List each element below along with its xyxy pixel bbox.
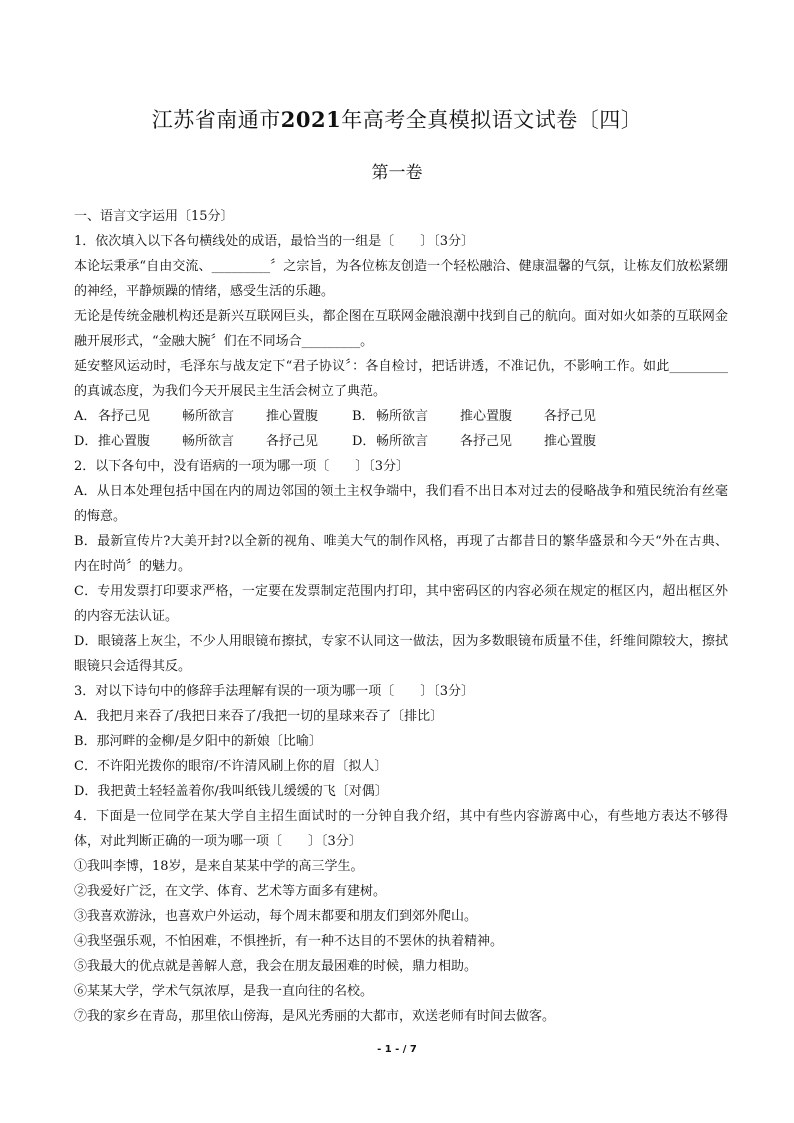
q3-option-a: A．我把月来吞了/我把日来吞了/我把一切的星球来吞了〔排比〕 <box>74 709 444 724</box>
title-prefix: 江苏省南通市 <box>151 108 281 132</box>
q1-sentence-3: 延安整风运动时，毛泽东与战友定下“君子协议〞：各自检讨，把话讲透，不准记仇，不影响工作。如此_________的真诚态度，为我们今天开展民主生活会树立了典范。 <box>74 359 728 399</box>
section-heading: 一、语言文字运用〔15分〕 <box>74 209 234 224</box>
q4-item: ⑥某某大学，学术气氛浓厚，是我一直向往的名校。 <box>74 984 374 999</box>
option-label: A． <box>74 409 97 424</box>
option-label: D． <box>74 434 98 449</box>
q3-option-c: C．不许阳光拨你的眼帘/不许清风刷上你的眉〔拟人〕 <box>74 759 388 774</box>
title-year: 2021 <box>280 107 342 132</box>
option-word: 推心置腹 <box>460 409 513 424</box>
q2-option-c: C．专用发票打印要求严格，一定要在发票制定范围内打印，其中密码区的内容必须在规定的框区内，超出框区外的内容无法认证。 <box>74 584 728 624</box>
option-word: 各抒己见 <box>98 409 151 424</box>
q4-item: ④我坚强乐观，不怕困难，不惧挫折，有一种不达目的不罢休的执着精神。 <box>74 934 504 949</box>
option-word: 推心置腹 <box>98 434 151 449</box>
volume-title: 第一卷 <box>371 163 423 183</box>
q4-item: ⑦我的家乡在青岛，那里依山傍海，是风光秀丽的大都市，欢送老师有时间去做客。 <box>74 1009 556 1024</box>
option-word: 各抒己见 <box>544 409 597 424</box>
q1-sentence-2: 无论是传统金融机构还是新兴互联网巨头，都企图在互联网金融浪潮中找到自己的航向。面对如火如荼的互联网金融开展形式，“金融大腕〞们在不同场合_________。 <box>74 309 728 349</box>
exam-title <box>0 104 794 134</box>
option-word: 畅所欲言 <box>376 409 429 424</box>
option-word: 推心置腹 <box>544 434 597 449</box>
q4-item: ①我叫李博，18岁，是来自某某中学的高三学生。 <box>74 859 364 874</box>
option-word: 畅所欲言 <box>182 409 235 424</box>
option-word: 畅所欲言 <box>182 434 235 449</box>
q2-option-d: D．眼镜落上灰尘，不少人用眼镜布擦拭，专家不认同这一做法，因为多数眼镜布质量不佳，纤维间隙较大，擦拭眼镜只会适得其反。 <box>74 634 728 674</box>
q1-sentence-1: 本论坛秉承“自由交流、_________〞之宗旨，为各位栋友创造一个轻松融洽、健康温馨的气氛，让栋友们放松紧绷的神经，平静烦躁的情绪，感受生活的乐趣。 <box>74 259 728 299</box>
q3-option-b: B．那河畔的金柳/是夕阳中的新娘〔比喻〕 <box>74 734 322 749</box>
q2-option-a: A．从日本处理包括中国在内的周边邻国的领土主权争端中，我们看不出日本对过去的侵略战争和殖民统治有丝毫的悔意。 <box>74 484 728 524</box>
option-word: 推心置腹 <box>266 409 319 424</box>
q2-stem: 2．以下各句中，没有语病的一项为哪一项〔 〕〔3分〕 <box>74 459 410 474</box>
option-label: B． <box>352 409 375 424</box>
q4-item: ⑤我最大的优点就是善解人意，我会在朋友最困难的时候，鼎力相助。 <box>74 959 478 974</box>
q4-item: ③我喜欢游泳，也喜欢户外运动，每个周末都要和朋友们到郊外爬山。 <box>74 909 478 924</box>
q4-item: ②我爱好广泛，在文学、体育、艺术等方面多有建树。 <box>74 884 387 899</box>
q1-stem: 1．依次填入以下各句横线处的成语，最恰当的一组是〔 〕〔3分〕 <box>74 234 475 249</box>
q1-options-row-1 <box>74 404 728 429</box>
option-label: D． <box>352 434 376 449</box>
option-word: 各抒己见 <box>460 434 513 449</box>
option-word: 各抒己见 <box>266 434 319 449</box>
q3-option-d: D．我把黄土轻轻盖着你/我叫纸钱儿缓缓的飞〔对偶〕 <box>74 784 388 799</box>
q4-stem: 4．下面是一位同学在某大学自主招生面试时的一分钟自我介绍，其中有些内容游离中心，有些地方表达不够得体，对此判断正确的一项为哪一项〔 〕〔3分〕 <box>74 809 728 849</box>
option-word: 畅所欲言 <box>376 434 429 449</box>
title-suffix: 年高考全真模拟语文试卷〔四〕 <box>341 108 643 132</box>
q1-options-row-2 <box>74 429 728 454</box>
q3-stem: 3．对以下诗句中的修辞手法理解有误的一项为哪一项〔 〕〔3分〕 <box>74 684 475 699</box>
q2-option-b: B．最新宣传片?大美开封?以全新的视角、唯美大气的制作风格，再现了古都昔日的繁华盛景和今天“外在古典、内在时尚〞的魅力。 <box>74 534 728 574</box>
exam-content <box>74 204 728 1029</box>
page-number: - 1 - / 7 <box>377 1044 417 1055</box>
